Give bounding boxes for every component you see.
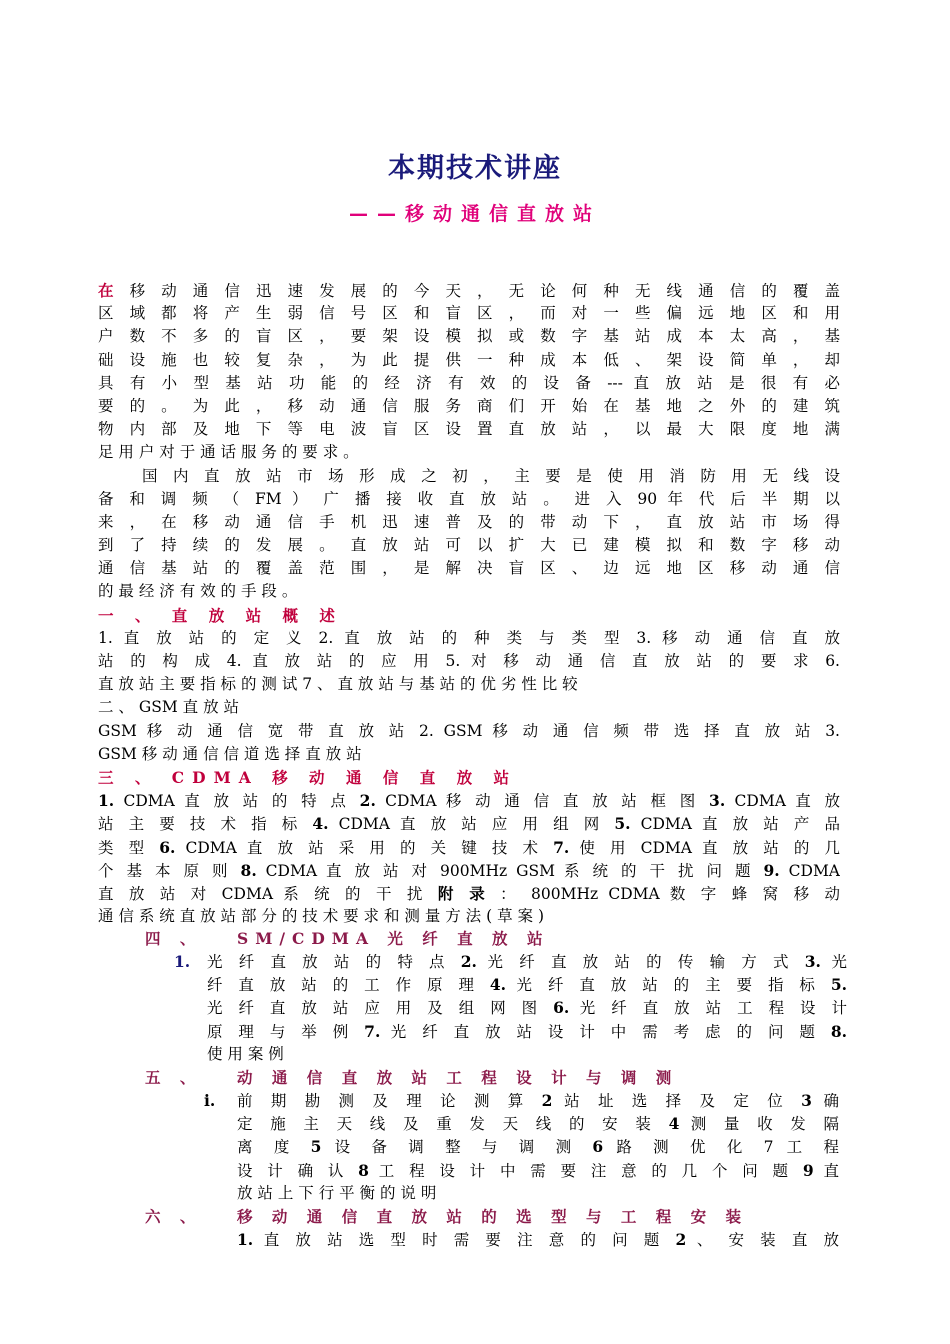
section-heading-2: 二 、 GSM 直 放 站	[98, 698, 240, 717]
list-marker: 1.	[174, 952, 191, 971]
section-heading-4: 四 、 SM/CDMA 光 纤 直 放 站	[145, 929, 550, 948]
drop-cap: 在	[98, 281, 120, 300]
section4-line: 纤 直 放 站 的 工 作 原 理 4. 光 纤 直 放 站 的 主 要 指 标 5.	[207, 975, 847, 995]
section3-line: 站 主 要 技 术 指 标 4. CDMA 直 放 站 应 用 组 网 5. CDMA 直 放 站 产 品	[98, 814, 840, 834]
intro-line: 物 内 部 及 地 下 等 电 波 盲 区 设 置 直 放 站 ， 以 最 大 限 度 地 满	[98, 420, 840, 439]
para2-line: 到 了 持 续 的 发 展 。 直 放 站 可 以 扩 大 已 建 模 拟 和 数 字 移 动	[98, 536, 840, 555]
section4-line: 使 用 案 例	[207, 1044, 284, 1063]
section5-body	[237, 1089, 839, 1205]
intro-line: 足 用 户 对 于 通 话 服 务 的 要 求 。	[98, 443, 359, 462]
intro-line: 具 有 小 型 基 站 功 能 的 经 济 有 效 的 设 备 --- 直 放 站 是 很 有 必	[98, 373, 840, 392]
para2-line: 的 最 经 济 有 效 的 手 段 。	[98, 582, 298, 601]
section5-line: 离 度 5 设 备 调 整 与 调 测 6 路 测 优 化 7 工 程	[237, 1137, 839, 1157]
intro-line: 户 数 不 多 的 盲 区 ， 要 架 设 模 拟 或 数 字 基 站 成 本 太 高 ， 基	[98, 327, 840, 346]
section-heading-6: 六 、 移 动 通 信 直 放 站 的 选 型 与 工 程 安 装	[145, 1207, 749, 1226]
page-subtitle: ——移动通信直放站	[348, 203, 601, 225]
appendix-label: 附 录	[437, 883, 490, 903]
section4-line: 原 理 与 举 例 7. 光 纤 直 放 站 设 计 中 需 考 虑 的 问 题 8.	[207, 1021, 847, 1041]
section3-line: 直 放 站 对 CDMA 系 统 的 干 扰 附 录 ： 800MHz CDMA 数 字 蜂 窝 移 动	[98, 883, 840, 903]
section4-body	[207, 950, 847, 1066]
intro-line: 在 移 动 通 信 迅 速 发 展 的 今 天 ， 无 论 何 种 无 线 通 信 的 覆 盖	[98, 281, 840, 300]
section5-line: 前 期 勘 测 及 理 论 测 算 2 站 址 选 择 及 定 位 3 确	[237, 1091, 839, 1110]
list-marker: i.	[204, 1091, 216, 1110]
para2-line: 通 信 基 站 的 覆 盖 范 围 ， 是 解 决 盲 区 、 边 远 地 区 移 动 通 信	[98, 559, 840, 578]
section5-line: 放 站 上 下 行 平 衡 的 说 明	[237, 1183, 437, 1202]
section1-line: 直 放 站 主 要 指 标 的 测 试 7 、 直 放 站 与 基 站 的 优 劣 性 比 较	[98, 675, 578, 694]
intro-line: 要 的 。 为 此 ， 移 动 通 信 服 务 商 们 开 始 在 基 地 之 外 的 建 筑	[98, 396, 840, 415]
section6-body	[237, 1228, 839, 1251]
section3-line: 通 信 系 统 直 放 站 部 分 的 技 术 要 求 和 测 量 方 法 ( 草 案 )	[98, 907, 544, 926]
intro-line: 区 域 都 将 产 生 弱 信 号 区 和 盲 区 ， 而 对 一 些 偏 远 地 区 和 用	[98, 304, 840, 323]
para2-line: 来 ， 在 移 动 通 信 手 机 迅 速 普 及 的 带 动 下 ， 直 放 站 市 场 得	[98, 512, 840, 531]
section1-line: 1. 直 放 站 的 定 义 2. 直 放 站 的 种 类 与 类 型 3. 移 动 通 信 直 放	[98, 628, 840, 647]
section3-line: 个 基 本 原 则 8. CDMA 直 放 站 对 900MHz GSM 系 统 的 干 扰 问 题 9. CDMA	[98, 860, 840, 880]
section5-line: 设 计 确 认 8 工 程 设 计 中 需 要 注 意 的 几 个 问 题 9 直	[237, 1160, 839, 1180]
section2-line: GSM 移 动 通 信 宽 带 直 放 站 2. GSM 移 动 通 信 频 带 选 择 直 放 站 3.	[98, 721, 840, 740]
section-heading-3: 三 、 CDMA 移 动 通 信 直 放 站	[98, 767, 518, 787]
section3-line: 类 型 6. CDMA 直 放 站 采 用 的 关 键 技 术 7. 使 用 CDMA 直 放 站 的 几	[98, 837, 840, 857]
section4-line: 光 纤 直 放 站 应 用 及 组 网 图 6. 光 纤 直 放 站 工 程 设 计	[207, 998, 847, 1018]
para2-line: 国 内 直 放 站 市 场 形 成 之 初 ， 主 要 是 使 用 消 防 用 无 线 设	[142, 466, 840, 485]
intro-line: 础 设 施 也 较 复 杂 ， 为 此 提 供 一 种 成 本 低 、 架 设 简 单 ， 却	[98, 350, 840, 369]
page-title: 本期技术讲座	[388, 153, 562, 184]
intro-paragraph	[98, 279, 840, 928]
section3-line: 1. CDMA 直 放 站 的 特 点 2. CDMA 移 动 通 信 直 放 站 框 图 3. CDMA 直 放	[98, 791, 840, 811]
section1-line: 站 的 构 成 4. 直 放 站 的 应 用 5. 对 移 动 通 信 直 放 站 的 要 求 6.	[98, 652, 840, 670]
section6-line: 1. 直 放 站 选 型 时 需 要 注 意 的 问 题 2 、 安 装 直 放	[237, 1230, 839, 1249]
section5-line: 定 施 主 天 线 及 重 发 天 线 的 安 装 4 测 量 收 发 隔	[237, 1114, 839, 1134]
section-heading-1: 一 、 直 放 站 概 述	[98, 605, 343, 625]
section4-line: 光 纤 直 放 站 的 特 点 2. 光 纤 直 放 站 的 传 输 方 式 3. 光	[207, 952, 847, 971]
para2-line: 备 和 调 频 （ FM ） 广 播 接 收 直 放 站 。 进 入 90 年 代 后 半 期 以	[98, 489, 840, 508]
section-heading-5: 五 、 动 通 信 直 放 站 工 程 设 计 与 调 测	[145, 1068, 679, 1087]
section2-line: GSM 移 动 通 信 信 道 选 择 直 放 站	[98, 744, 362, 763]
